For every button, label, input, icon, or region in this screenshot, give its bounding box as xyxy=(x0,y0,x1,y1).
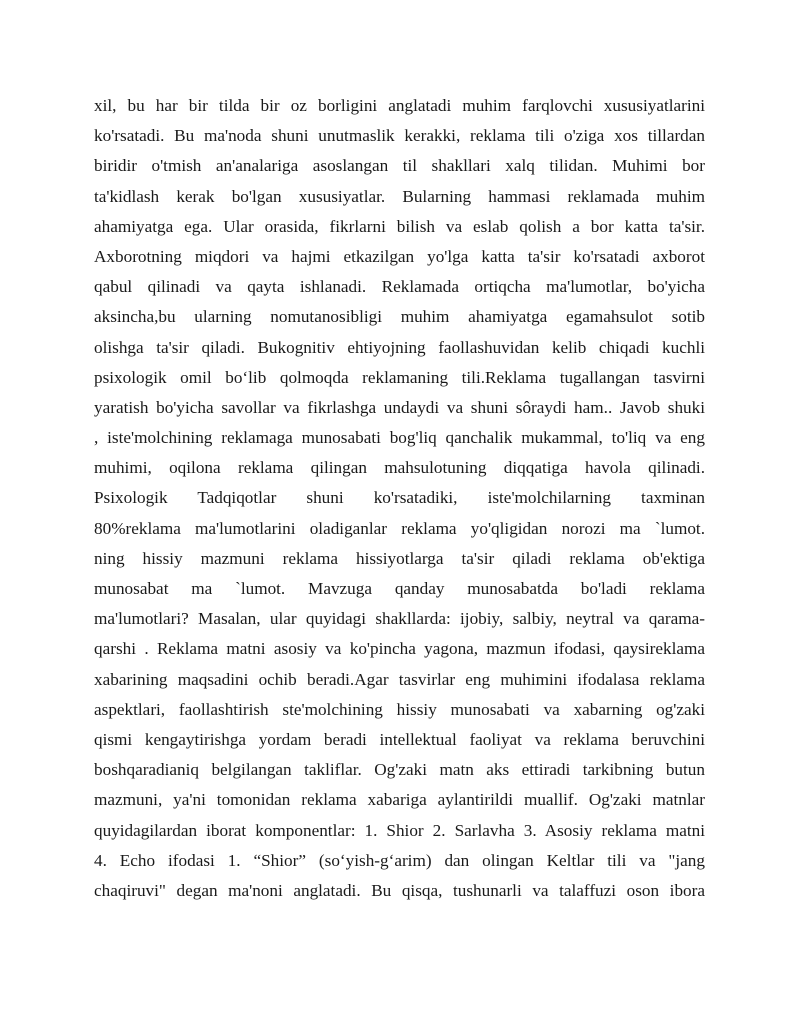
text-line: xabarining maqsadini ochib beradi.Agar tasvirlar eng muhimini ifodalasa reklama xyxy=(94,669,705,689)
text-line: qabul qilinadi va qayta ishlanadi. Reklamada ortiqcha ma'lumotlar, bo'yicha xyxy=(94,277,705,297)
text-line: aspektlari, faollashtirish ste'molchining hissiy munosabati va xabarning og'zaki xyxy=(94,699,705,719)
text-line: yaratish bo'yicha savollar va fikrlashga undaydi va shuni sôraydi ham.. Javob shuki xyxy=(94,397,705,417)
text-line: chaqiruvi" degan ma'noni anglatadi. Bu qisqa, tushunarli va talaffuzi oson ibora xyxy=(94,880,705,900)
text-line: 80%reklama ma'lumotlarini oladiganlar reklama yo'qligidan norozi ma `lumot. xyxy=(94,518,705,538)
text-line: Axborotning miqdori va hajmi etkazilgan yo'lga katta ta'sir ko'rsatadi axborot xyxy=(94,246,705,266)
text-line: ahamiyatga ega. Ular orasida, fikrlarni bilish va eslab qolish a bor katta ta'sir. xyxy=(94,216,705,236)
text-line: psixologik omil bo‘lib qolmoqda reklamaning tili.Reklama tugallangan tasvirni xyxy=(94,367,705,387)
text-line: aksincha,bu ularning nomutanosibligi muhim ahamiyatga egamahsulot sotib xyxy=(94,307,705,327)
text-line: boshqaradianiq belgilangan takliflar. Og'zaki matn aks ettiradi tarkibning butun xyxy=(94,760,705,780)
text-line: xil, bu har bir tilda bir oz borligini anglatadi muhim farqlovchi xususiyatlarini xyxy=(94,96,705,115)
text-line: , iste'molchining reklamaga munosabati bog'liq qanchalik mukammal, to'liq va eng xyxy=(94,428,705,448)
text-line: ta'kidlash kerak bo'lgan xususiyatlar. Bularning hammasi reklamada muhim xyxy=(94,186,705,206)
text-line: ning hissiy mazmuni reklama hissiyotlarga ta'sir qiladi reklama ob'ektiga xyxy=(94,548,705,568)
text-line: mazmuni, ya'ni tomonidan reklama xabariga aylantirildi muallif. Og'zaki matnlar xyxy=(94,790,705,810)
text-line: qismi kengaytirishga yordam beradi intellektual faoliyat va reklama beruvchini xyxy=(94,729,705,749)
text-line: 4. Echo ifodasi 1. “Shior” (so‘yish-g‘arim) dan olingan Keltlar tili va "jang xyxy=(94,850,705,870)
text-line: biridir o'tmish an'analariga asoslangan til shakllari xalq tilidan. Muhimi bor xyxy=(94,156,705,176)
text-line: qarshi . Reklama matni asosiy va ko'pincha yagona, mazmun ifodasi, qaysireklama xyxy=(94,639,705,659)
text-line: ko'rsatadi. Bu ma'noda shuni unutmaslik kerakki, reklama tili o'ziga xos tillardan xyxy=(94,126,705,146)
text-line: ma'lumotlari? Masalan, ular quyidagi shakllarda: ijobiy, salbiy, neytral va qarama- xyxy=(94,609,705,629)
text-line: munosabat ma `lumot. Mavzuga qanday munosabatda bo'ladi reklama xyxy=(94,579,705,598)
text-line: Psixologik Tadqiqotlar shuni ko'rsatadiki, iste'molchilarning taxminan xyxy=(94,488,705,508)
text-line: muhimi, oqilona reklama qilingan mahsulotuning diqqatiga havola qilinadi. xyxy=(94,458,705,478)
text-line: quyidagilardan iborat komponentlar: 1. Shior 2. Sarlavha 3. Asosiy reklama matni xyxy=(94,820,705,840)
text-line: olishga ta'sir qiladi. Bukognitiv ehtiyojning faollashuvidan kelib chiqadi kuchli xyxy=(94,337,705,357)
body-text xyxy=(94,91,705,906)
